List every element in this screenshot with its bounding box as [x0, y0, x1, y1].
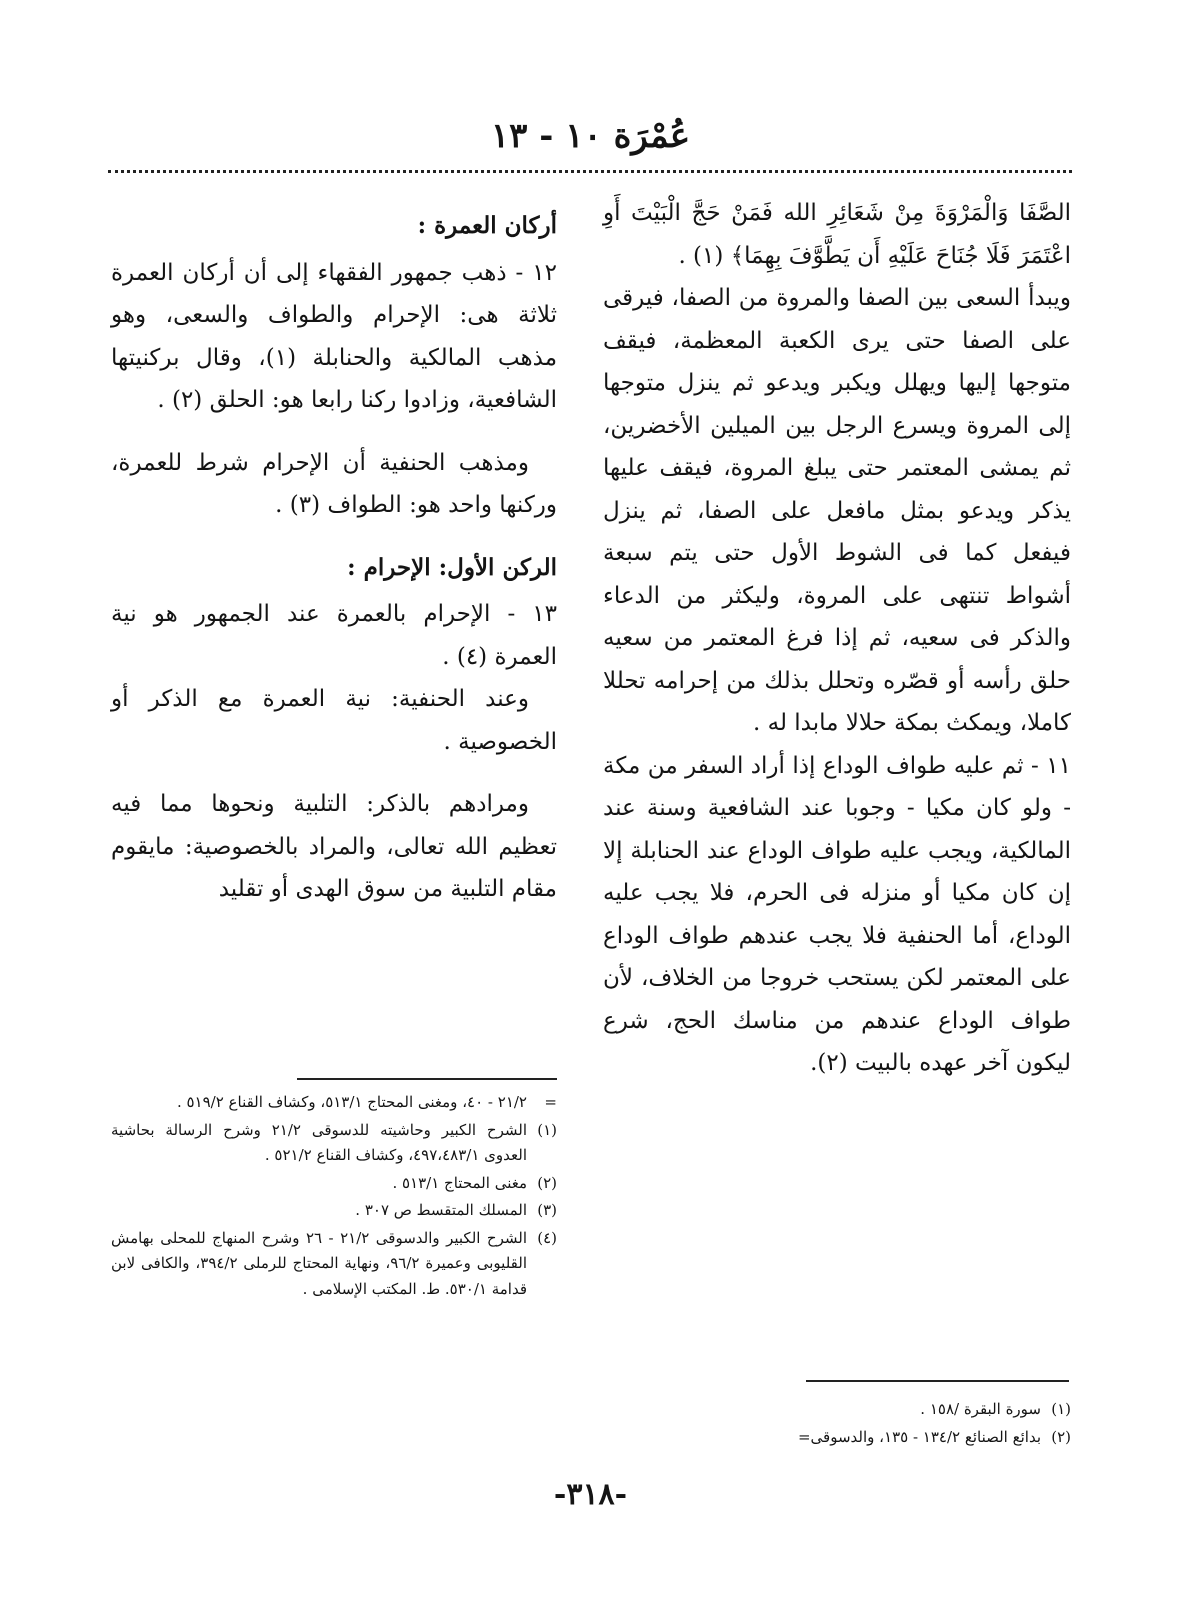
right-column [603, 192, 1071, 1085]
paragraph-11: ١١ - ثم عليه طواف الوداع إذا أراد السفر من مكة - ولو كان مكيا - وجوبا عند الشافعية وسنة عند المالكية، ويجب عليه طواف الوداع عند الحنابلة إلا إن كان مكيا أو منزله فى الحرم، فلا يجب عليه الوداع، أما الحنفية فلا يجب عندهم طواف الوداع على المعتمر لكن يستحب خروجا من الخلاف، لأن طواف الوداع عندهم من مناسك الحج، شرع ليكون آخر عهده بالبيت (٢). [603, 752, 1071, 1076]
footnote-number: (٣) [537, 1201, 557, 1219]
footnote-item [603, 1397, 1071, 1423]
paragraph-sai: ويبدأ السعى بين الصفا والمروة من الصفا، فيرقى على الصفا حتى يرى الكعبة المعظمة، فيقف متوجها إليها ويهلل ويكبر ويدعو ثم ينزل متوجها إلى المروة ويسرع الرجل بين الميلين الأخضرين، ثم يمشى المعتمر حتى يبلغ المروة، فيقف عليها يذكر ويدعو بمثل مافعل على الصفا، ثم ينزل فيفعل كما فى الشوط الأول حتى يتم سبعة أشواط تنتهى على المروة، وليكثر من الدعاء والذكر فى سعيه، ثم إذا فرغ المعتمر من سعيه حلق رأسه أو قصّره وتحلل بذلك من إحرامه تحللا كاملا، ويمكث بمكة حلالا مابدا له . [603, 285, 1071, 736]
footnotes-right [603, 1397, 1071, 1452]
footnote-item [111, 1118, 557, 1169]
heading-arkan-umrah: أركان العمرة : [417, 212, 557, 239]
footnote-item [603, 1425, 1071, 1451]
page-header-title: عُمْرَة ١٠ - ١٣ [490, 116, 691, 156]
header-dotted-rule [108, 170, 1072, 173]
paragraph-13: ١٣ - الإحرام بالعمرة عند الجمهور هو نية العمرة (٤) . [111, 601, 557, 670]
page-number: -٣١٨- [553, 1477, 628, 1512]
footnote-text: مغنى المحتاج ٥١٣/١ . [392, 1173, 527, 1192]
footnote-text: الشرح الكبير وحاشيته للدسوقى ٢١/٢ وشرح الرسالة بحاشية العدوى ٤٩٧،٤٨٣/١، وكشاف القناع ٥٢١/٢ . [111, 1120, 528, 1164]
paragraph-muraduhum: ومرادهم بالذكر: التلبية ونحوها مما فيه تعظيم الله تعالى، والمراد بالخصوصية: مايقوم مقام التلبية من سوق الهدى أو تقليد [111, 791, 557, 902]
footnote-text: الشرح الكبير والدسوقى ٢١/٢ - ٢٦ وشرح المنهاج للمحلى بهامش القليوبى وعميرة ٩٦/٢، ونهاية المحتاج للرملى ٣٩٤/٢، والكافى لابن قدامة ٥٣٠/١. ط. المكتب الإسلامى . [111, 1228, 527, 1298]
footnotes-left [111, 1090, 557, 1304]
footnote-text: ٢١/٢ - ٤٠، ومغنى المحتاج ٥١٣/١، وكشاف القناع ٥١٩/٢ . [176, 1093, 527, 1111]
quran-verse: الصَّفَا وَالْمَرْوَةَ مِنْ شَعَائِرِ الله فَمَنْ حَجَّ الْبَيْتَ أَوِ اعْتَمَرَ فَلَا جُنَاحَ عَلَيْهِ أَن يَطَّوَّفَ بِهِمَا﴾ (١) . [603, 200, 1071, 269]
footnote-number: (٢) [1051, 1427, 1071, 1446]
footnote-number: (١) [1051, 1400, 1071, 1418]
footnote-number: (٤) [537, 1228, 557, 1247]
footnote-text: بدائع الصنائع ١٣٤/٢ - ١٣٥، والدسوقى= [797, 1427, 1041, 1446]
paragraph-inda-hanafiyya: وعند الحنفية: نية العمرة مع الذكر أو الخصوصية . [111, 686, 557, 755]
footnote-rule-left [297, 1078, 557, 1080]
footnote-item [111, 1090, 557, 1116]
left-column [111, 205, 557, 911]
footnote-item [111, 1226, 557, 1303]
footnote-rule-right [806, 1380, 1069, 1382]
footnote-number: = [544, 1093, 557, 1111]
footnote-number: (٢) [537, 1173, 557, 1192]
footnote-number: (١) [537, 1120, 557, 1139]
paragraph-12: ١٢ - ذهب جمهور الفقهاء إلى أن أركان العمرة ثلاثة هى: الإحرام والطواف والسعى، وهو مذهب المالكية والحنابلة (١)، وقال بركنيتها الشافعية، وزادوا ركنا رابعا هو: الحلق (٢) . [111, 259, 558, 413]
heading-rukn-awwal: الركن الأول: الإحرام : [347, 553, 557, 581]
paragraph-hanafiyya: ومذهب الحنفية أن الإحرام شرط للعمرة، وركنها واحد هو: الطواف (٣) . [111, 449, 557, 518]
footnote-item [111, 1198, 557, 1224]
footnote-item [111, 1171, 557, 1197]
footnote-text: المسلك المتقسط ص ٣٠٧ . [355, 1201, 527, 1219]
footnote-text: سورة البقرة /١٥٨ . [920, 1400, 1041, 1418]
